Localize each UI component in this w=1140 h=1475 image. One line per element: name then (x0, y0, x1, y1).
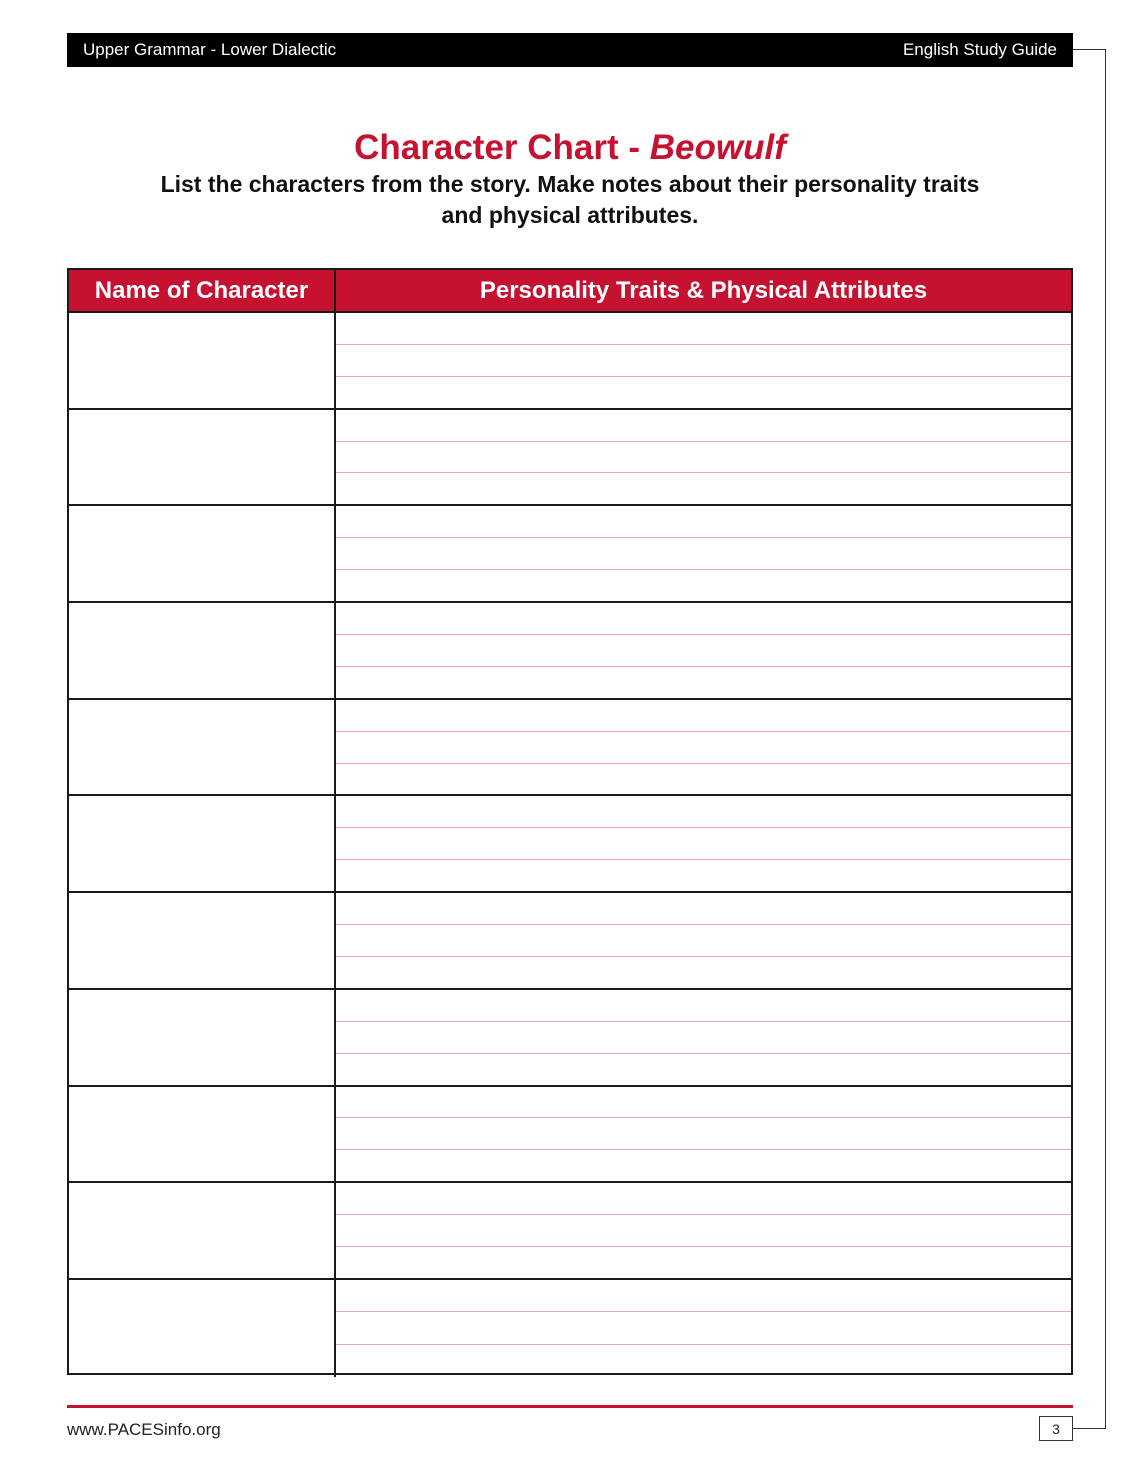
writing-line[interactable] (336, 1022, 1071, 1054)
character-name-cell[interactable] (69, 506, 336, 601)
writing-line[interactable] (336, 1118, 1071, 1150)
table-row (69, 1280, 1071, 1377)
writing-line[interactable] (336, 377, 1071, 408)
writing-line[interactable] (336, 570, 1071, 601)
title-main: Character Chart - (354, 128, 650, 167)
character-name-cell[interactable] (69, 1087, 336, 1182)
traits-cell[interactable] (336, 1087, 1071, 1182)
table-row (69, 410, 1071, 507)
column-header-name: Name of Character (69, 270, 336, 311)
writing-line[interactable] (336, 1087, 1071, 1119)
character-name-cell[interactable] (69, 990, 336, 1085)
writing-line[interactable] (336, 1150, 1071, 1181)
writing-line[interactable] (336, 1215, 1071, 1247)
character-chart-table (67, 268, 1073, 1375)
traits-cell[interactable] (336, 506, 1071, 601)
table-row (69, 1087, 1071, 1184)
writing-line[interactable] (336, 410, 1071, 442)
header-guide-label: English Study Guide (902, 40, 1057, 59)
writing-line[interactable] (336, 893, 1071, 925)
margin-bracket-line (1105, 49, 1106, 1429)
writing-line[interactable] (336, 700, 1071, 732)
writing-line[interactable] (336, 957, 1071, 988)
margin-bracket-bottom (1073, 1428, 1106, 1429)
column-header-traits: Personality Traits & Physical Attributes (479, 276, 928, 304)
writing-line[interactable] (336, 667, 1071, 698)
character-name-cell[interactable] (69, 1280, 336, 1377)
footer-divider (67, 1405, 1073, 1408)
footer-website: www.PACESinfo.org (67, 1420, 221, 1439)
header-course-label: Upper Grammar - Lower Dialectic (83, 40, 337, 59)
table-row (69, 700, 1071, 797)
writing-line[interactable] (336, 1345, 1071, 1377)
traits-cell[interactable] (336, 313, 1071, 408)
writing-line[interactable] (336, 764, 1071, 795)
writing-line[interactable] (336, 538, 1071, 570)
traits-cell[interactable] (336, 410, 1071, 505)
character-name-cell[interactable] (69, 893, 336, 988)
page-number: 3 (1039, 1416, 1073, 1441)
table-row (69, 990, 1071, 1087)
traits-cell[interactable] (336, 990, 1071, 1085)
writing-line[interactable] (336, 828, 1071, 860)
writing-line[interactable] (336, 732, 1071, 764)
running-header (67, 33, 1073, 67)
character-name-cell[interactable] (69, 796, 336, 891)
writing-line[interactable] (336, 506, 1071, 538)
character-name-cell[interactable] (69, 603, 336, 698)
writing-line[interactable] (336, 925, 1071, 957)
title-book: Beowulf (649, 128, 786, 167)
writing-line[interactable] (336, 1312, 1071, 1345)
traits-cell[interactable] (336, 700, 1071, 795)
writing-line[interactable] (336, 313, 1071, 345)
traits-cell[interactable] (336, 1183, 1071, 1278)
character-name-cell[interactable] (69, 700, 336, 795)
table-row (69, 506, 1071, 603)
table-header-row (69, 270, 1071, 313)
writing-line[interactable] (336, 1183, 1071, 1215)
traits-cell[interactable] (336, 893, 1071, 988)
table-body (69, 313, 1071, 1377)
writing-line[interactable] (336, 442, 1071, 474)
table-row (69, 893, 1071, 990)
character-name-cell[interactable] (69, 1183, 336, 1278)
traits-cell[interactable] (336, 796, 1071, 891)
writing-line[interactable] (336, 473, 1071, 504)
page-title (0, 128, 1140, 168)
writing-line[interactable] (336, 345, 1071, 377)
character-name-cell[interactable] (69, 410, 336, 505)
writing-line[interactable] (336, 860, 1071, 891)
traits-cell[interactable] (336, 1280, 1071, 1377)
traits-cell[interactable] (336, 603, 1071, 698)
writing-line[interactable] (336, 796, 1071, 828)
table-row (69, 313, 1071, 410)
table-row (69, 1183, 1071, 1280)
writing-line[interactable] (336, 1054, 1071, 1085)
table-row (69, 796, 1071, 893)
writing-line[interactable] (336, 1280, 1071, 1313)
writing-line[interactable] (336, 1247, 1071, 1278)
character-name-cell[interactable] (69, 313, 336, 408)
writing-line[interactable] (336, 603, 1071, 635)
instructions-text: List the characters from the story. Make notes about their personality traits and physical attributes. (160, 171, 980, 228)
table-row (69, 603, 1071, 700)
margin-bracket-top (1073, 49, 1106, 50)
writing-line[interactable] (336, 635, 1071, 667)
writing-line[interactable] (336, 990, 1071, 1022)
